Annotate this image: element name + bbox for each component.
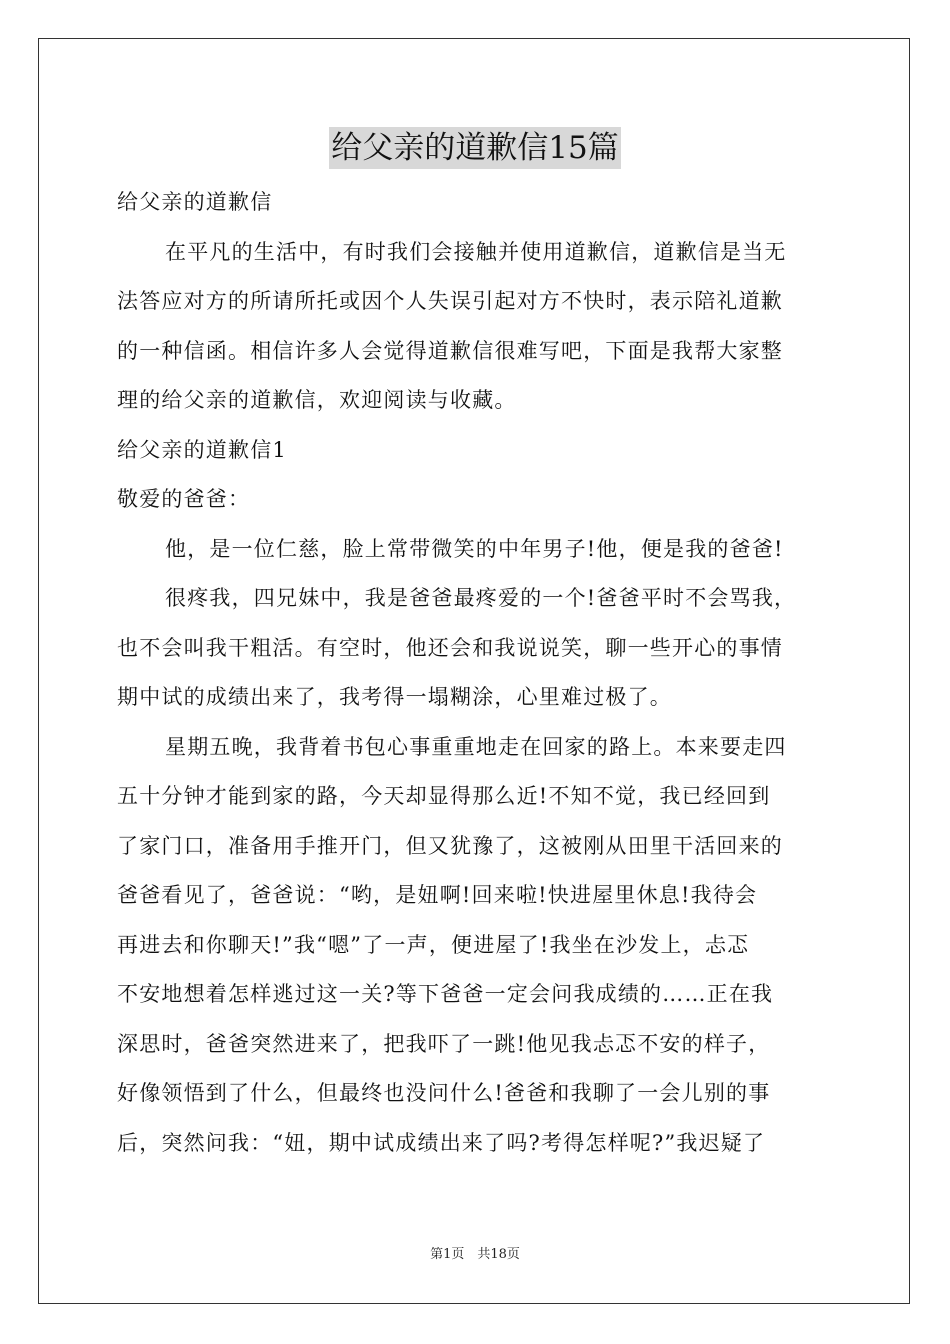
title-container (0, 127, 950, 169)
text-line: 法答应对方的所请所托或因个人失误引起对方不快时，表示陪礼道歉 (117, 289, 783, 313)
text-line: 星期五晚，我背着书包心事重重地走在回家的路上。本来要走四 (165, 734, 787, 759)
text-line: 期中试的成绩出来了，我考得一塌糊涂，心里难过极了。 (117, 685, 672, 709)
text-line: 了家门口，准备用手推开门，但又犹豫了，这被刚从田里干活回来的 (117, 833, 783, 858)
text-line: 后，突然问我：“妞，期中试成绩出来了吗?考得怎样呢?”我迟疑了 (117, 1130, 766, 1155)
text-line: 给父亲的道歉信1 (117, 437, 287, 462)
text-line: 再进去和你聊天!”我“嗯”了一声，便进屋了!我坐在沙发上，忐忑 (117, 932, 750, 957)
text-line: 的一种信函。相信许多人会觉得道歉信很难写吧，下面是我帮大家整 (117, 338, 783, 363)
text-line: 理的给父亲的道歉信，欢迎阅读与收藏。 (117, 388, 517, 412)
text-line: 深思时，爸爸突然进来了，把我吓了一跳!他见我忐忑不安的样子， (117, 1031, 771, 1056)
text-line: 在平凡的生活中，有时我们会接触并使用道歉信，道歉信是当无 (165, 239, 787, 264)
text-line: 不安地想着怎样逃过这一关?等下爸爸一定会问我成绩的……正在我 (117, 982, 774, 1006)
text-line: 好像领悟到了什么，但最终也没问什么!爸爸和我聊了一会儿别的事 (117, 1081, 771, 1105)
document-body (117, 178, 837, 1168)
text-line: 很疼我，四兄妹中，我是爸爸最疼爱的一个!爸爸平时不会骂我， (165, 586, 797, 610)
text-line: 他，是一位仁慈，脸上常带微笑的中年男子!他，便是我的爸爸! (165, 536, 784, 561)
document-title: 给父亲的道歉信15篇 (329, 127, 620, 169)
text-line: 五十分钟才能到家的路，今天却显得那么近!不知不觉，我已经回到 (117, 784, 771, 808)
text-line: 敬爱的爸爸： (117, 487, 251, 511)
text-line: 也不会叫我干粗活。有空时，他还会和我说说笑，聊一些开心的事情 (117, 635, 783, 660)
page-footer: 第1页 共18页 (430, 1247, 520, 1262)
text-line: 爸爸看见了，爸爸说：“哟，是妞啊!回来啦!快进屋里休息!我待会 (117, 883, 758, 907)
text-line: 给父亲的道歉信 (117, 190, 273, 214)
